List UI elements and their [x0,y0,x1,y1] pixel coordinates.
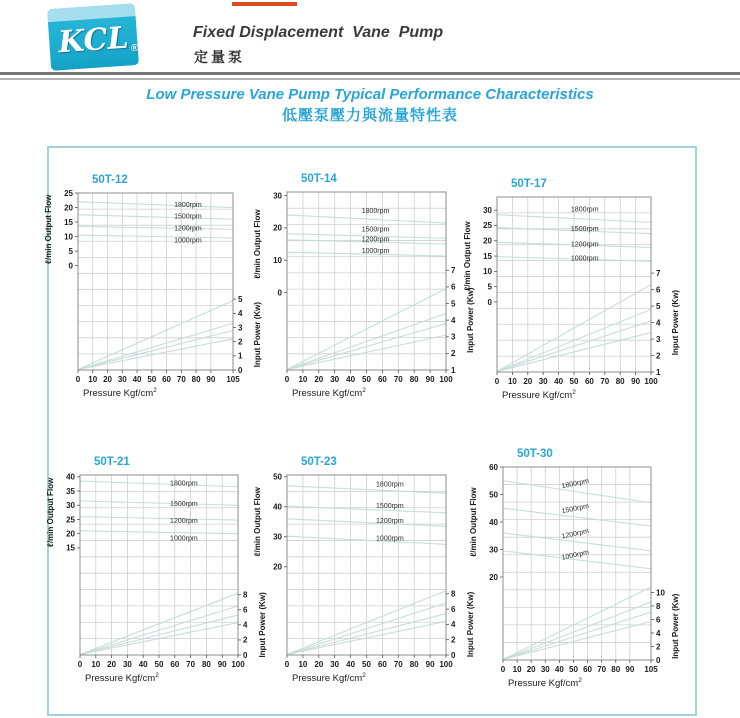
chart-50T-21 [42,443,280,699]
flow-tick: 25 [64,188,73,198]
legend-label: 1200rpm [376,518,404,526]
power-tick: 8 [451,589,456,599]
power-tick: 7 [451,266,456,276]
flow-line-1000rpm [78,235,233,238]
legend-label: 1200rpm [561,527,590,541]
power-tick: 2 [451,349,456,359]
chart-title: 50T-17 [511,178,547,190]
x-tick: 40 [138,660,148,669]
flow-tick: 30 [66,501,75,511]
x-tick: 10 [298,660,308,669]
x-tick: 105 [226,375,240,384]
x-tick: 50 [569,665,578,674]
x-tick: 90 [206,375,216,384]
x-tick: 20 [314,660,324,669]
flow-tick: 60 [489,462,498,472]
x-tick: 100 [644,377,658,386]
legend-label: 1000rpm [361,248,390,256]
flow-tick: 10 [64,232,73,242]
xlabel: Pressure Kgf/$cm^2$ [502,389,576,401]
x-tick: 60 [162,375,172,384]
power-tick: 6 [451,604,456,614]
legend-label: 1800rpm [170,480,198,488]
chart-50T-12 [40,158,276,410]
legend-label: 1000rpm [376,535,404,543]
x-tick: 105 [644,665,658,674]
x-tick: 30 [330,660,340,669]
power-tick: 5 [238,295,243,304]
x-tick: 40 [554,377,564,386]
flow-tick: 30 [273,532,282,542]
ylabel-right: Input Power (Kw) [466,591,475,658]
chart-50T-23 [249,443,487,699]
x-tick: 90 [425,660,435,669]
flow-tick: 50 [489,490,498,500]
x-tick: 40 [346,375,356,384]
x-tick: 20 [526,665,536,674]
power-line-1000rpm [503,621,651,659]
series-lines [78,202,233,370]
flow-tick: 15 [66,543,75,553]
tick-marks [500,467,654,663]
x-tick: 90 [425,375,435,384]
x-tick: 70 [393,375,403,384]
x-tick: 70 [393,660,403,669]
power-tick: 5 [451,299,456,309]
flow-tick: 30 [483,205,492,215]
flow-tick: 10 [273,256,282,266]
ylabel-right: Input Power (Kw) [253,301,262,368]
power-line-1800rpm [78,301,233,370]
x-tick: 90 [625,665,635,674]
power-tick: 4 [238,309,243,319]
legend-label: 1000rpm [570,255,599,263]
power-tick: 6 [451,282,456,292]
legend-label: 1800rpm [570,206,599,214]
xlabel: Pressure Kgf/$cm^2$ [292,387,366,399]
x-tick: 0 [494,377,500,386]
power-tick: 0 [238,365,243,375]
x-tick: 70 [176,375,186,384]
xlabel: Pressure Kgf/$cm^2$ [292,672,366,684]
chart-title: 50T-21 [94,456,130,468]
x-tick: 80 [615,377,625,386]
power-tick: 2 [451,635,456,645]
x-tick: 80 [409,375,419,384]
legend-label: 1200rpm [570,241,599,249]
flow-line-1800rpm [78,202,233,208]
x-tick: 70 [186,660,196,669]
legend-label: 1000rpm [561,549,590,562]
x-tick: 40 [132,375,142,384]
flow-line-1200rpm [78,226,233,229]
x-tick: 10 [91,660,101,669]
power-tick: 3 [238,323,243,333]
power-tick: 6 [656,285,661,295]
x-tick: 50 [154,660,164,669]
x-tick: 50 [147,375,157,384]
legend-label: 1200rpm [170,518,198,526]
x-tick: 80 [201,660,211,669]
power-tick: 5 [656,301,661,311]
flow-tick: 5 [487,282,492,292]
x-tick: 100 [439,375,453,384]
flow-tick: 20 [489,572,498,582]
ylabel-right: Input Power (Kw) [466,287,475,353]
section-title: Low Pressure Vane Pump Typical Performance Characteristics [146,86,594,103]
flow-tick: 40 [66,472,75,482]
x-tick: 100 [439,660,453,669]
power-tick: 6 [243,605,248,615]
x-tick: 0 [75,375,81,384]
x-tick: 30 [122,660,132,669]
x-tick: 60 [170,660,180,669]
power-tick: 8 [656,601,661,611]
power-tick: 0 [656,655,661,665]
flow-tick: 10 [483,267,492,277]
flow-tick: 35 [66,486,75,496]
x-tick: 100 [231,660,245,669]
x-tick: 70 [597,665,607,674]
x-tick: 20 [107,660,117,669]
x-tick: 70 [600,377,610,386]
x-tick: 0 [284,660,290,669]
power-tick: 0 [243,650,248,660]
x-tick: 80 [611,665,621,674]
x-tick: 80 [409,660,419,669]
ylabel-left: ℓ/min Output Flow [253,487,262,557]
flow-tick: 40 [489,517,498,527]
flow-tick: 20 [66,529,75,539]
x-tick: 0 [77,660,83,669]
power-tick: 1 [656,367,661,377]
power-tick: 2 [243,635,248,645]
ylabel-right: Input Power (Kw) [258,592,267,658]
x-tick: 60 [583,665,593,674]
power-tick: 3 [451,332,456,342]
x-tick: 50 [569,377,579,386]
chart-title: 50T-23 [301,456,337,468]
power-tick: 2 [656,351,661,361]
page-title: Fixed Displacement Vane Pump [193,24,444,41]
flow-tick: 20 [273,223,282,233]
power-line-1500rpm [503,602,651,660]
kcl-logo [47,3,139,71]
x-tick: 60 [377,375,387,384]
power-tick: 2 [656,642,661,652]
chart-50T-30 [461,431,701,703]
legend-label: 1500rpm [170,501,198,509]
x-tick: 50 [362,660,371,669]
legend-label: 1800rpm [361,208,390,216]
power-tick: 4 [656,318,661,328]
power-tick: 4 [451,620,456,630]
flow-tick: 30 [489,545,498,555]
legend-label: 1500rpm [361,226,390,234]
flow-tick: 15 [64,217,73,227]
power-tick: 2 [238,337,243,347]
x-tick: 30 [117,375,127,384]
ylabel-left: ℓ/min Output Flow [46,477,55,547]
flow-tick: 0 [68,261,73,271]
legend-label: 1200rpm [361,236,390,244]
flow-tick: 15 [483,251,492,261]
legend-label: 1800rpm [174,201,202,209]
chart-title: 50T-14 [301,173,337,185]
x-tick: 20 [314,375,324,384]
power-tick: 6 [656,615,661,625]
registered-mark: ® [130,42,139,55]
power-tick: 4 [243,620,248,630]
flow-tick: 40 [273,502,282,512]
flow-tick: 20 [64,203,73,213]
power-tick: 1 [451,365,456,375]
x-tick: 10 [88,375,98,384]
power-line-1500rpm [78,323,233,369]
accent-bar [232,2,297,6]
legend-label: 1000rpm [170,535,198,543]
flow-line-1500rpm [78,215,233,219]
legend-label: 1800rpm [376,481,404,489]
x-tick: 30 [330,375,340,384]
chart-50T-14 [249,158,485,410]
x-tick: 30 [538,377,548,386]
x-tick: 80 [191,375,201,384]
flow-tick: 25 [483,221,492,231]
chart-50T-17 [457,158,699,414]
flow-tick: 50 [273,472,282,482]
flow-tick: 25 [66,515,75,525]
x-tick: 10 [512,665,522,674]
section-subtitle: 低壓泵壓力與流量特性表 [281,107,458,124]
power-line-1200rpm [78,330,233,369]
power-line-1200rpm [503,612,651,659]
flow-tick: 0 [487,297,492,307]
legend-label: 1500rpm [570,225,599,233]
header-divider [0,72,740,80]
flow-tick: 30 [273,191,282,201]
xlabel: Pressure Kgf/$cm^2$ [85,672,159,684]
x-tick: 0 [500,665,506,674]
x-tick: 40 [346,660,356,669]
power-tick: 1 [238,351,243,361]
ylabel-left: ℓ/min Output Flow [253,209,262,279]
xlabel: Pressure Kgf/$cm^2$ [508,677,582,689]
power-tick: 10 [656,588,665,598]
legend-label: 1200rpm [174,225,202,233]
ylabel-left: ℓ/min Output Flow [469,487,478,557]
x-tick: 40 [554,665,564,674]
logo-text [57,17,138,71]
power-line-1800rpm [503,587,651,659]
x-tick: 20 [523,377,533,386]
ylabel-right: Input Power (Kw) [671,289,680,356]
power-tick: 3 [656,334,661,344]
flow-tick: 20 [483,236,492,246]
flow-tick: 20 [273,562,282,572]
legend-label: 1800rpm [561,477,590,491]
x-tick: 60 [584,377,594,386]
x-tick: 10 [507,377,517,386]
x-tick: 0 [284,375,290,384]
power-tick: 0 [451,650,456,660]
xlabel: Pressure Kgf/$cm^2$ [83,387,157,399]
logo-brand: KCL [57,20,130,61]
ylabel-right: Input Power (Kw) [671,593,680,659]
flow-tick: 0 [277,288,282,298]
legend-label: 1500rpm [174,213,202,221]
x-tick: 10 [298,375,308,384]
chart-title: 50T-30 [517,448,553,460]
x-tick: 60 [377,660,387,669]
power-tick: 4 [451,315,456,325]
legend-label: 1500rpm [376,502,404,510]
page-title-zh: 定量泵 [194,49,245,65]
power-tick: 8 [243,590,248,600]
power-tick: 4 [656,628,661,638]
x-tick: 30 [540,665,550,674]
x-tick: 20 [103,375,112,384]
ylabel-left: ℓ/min Output Flow [44,194,53,264]
ylabel-left: ℓ/min Output Flow [463,221,472,291]
chart-title: 50T-12 [92,174,128,186]
x-tick: 90 [217,660,227,669]
flow-tick: 5 [68,246,73,256]
legend-label: 1500rpm [561,502,590,516]
x-tick: 50 [362,375,371,384]
legend-label: 1000rpm [174,237,202,245]
grid [287,475,446,655]
x-tick: 90 [631,377,641,386]
power-tick: 7 [656,268,661,278]
